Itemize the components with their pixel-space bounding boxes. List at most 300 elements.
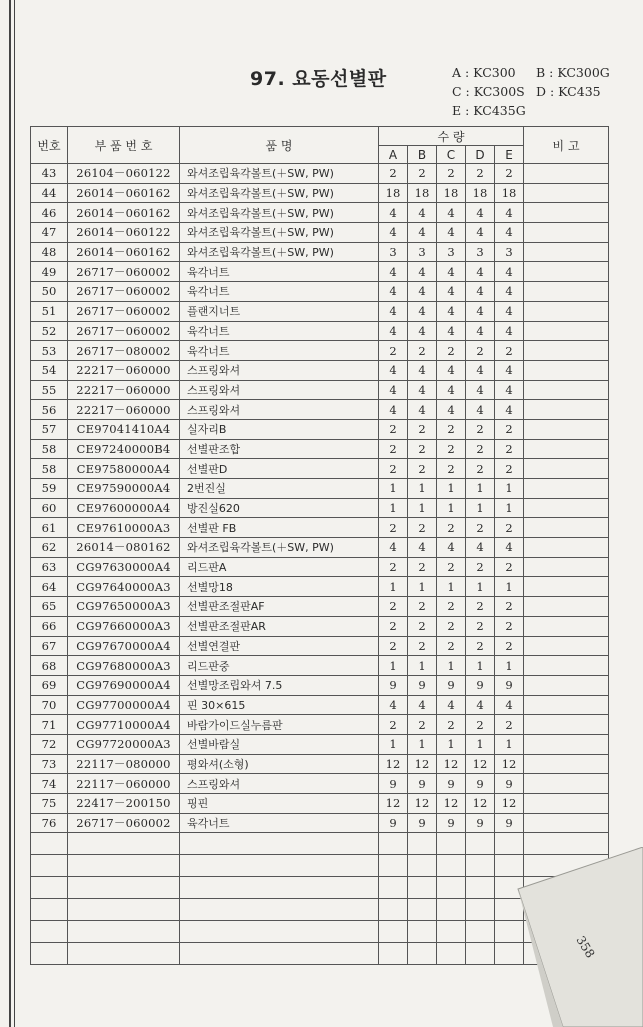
empty-cell [437, 921, 466, 943]
model-c: C : KC300S [452, 84, 525, 99]
table-row [31, 301, 609, 321]
cell-qty: 4 [408, 301, 437, 321]
cell-qty: 2 [408, 518, 437, 538]
parts-table [30, 126, 609, 965]
cell-qty: 4 [437, 262, 466, 282]
table-row [31, 636, 609, 656]
cell-name: 핑핀 [180, 794, 379, 814]
cell-qty: 2 [495, 557, 524, 577]
empty-cell [31, 855, 68, 877]
empty-cell [437, 833, 466, 855]
cell-no: 54 [31, 360, 68, 380]
cell-qty: 4 [466, 400, 495, 420]
empty-cell [31, 833, 68, 855]
cell-name: 와셔조립육각볼트(＋SW, PW) [180, 538, 379, 558]
cell-qty: 2 [466, 597, 495, 617]
cell-qty: 4 [408, 282, 437, 302]
empty-cell [68, 833, 180, 855]
cell-qty: 4 [408, 538, 437, 558]
cell-part-no: CG97670000A4 [68, 636, 180, 656]
cell-qty: 3 [495, 242, 524, 262]
empty-cell [437, 899, 466, 921]
empty-cell [379, 855, 408, 877]
empty-cell [437, 855, 466, 877]
cell-part-no: 26717－080002 [68, 341, 180, 361]
cell-no: 52 [31, 321, 68, 341]
table-row [31, 360, 609, 380]
cell-qty: 2 [466, 419, 495, 439]
table-row [31, 479, 609, 499]
cell-no: 74 [31, 774, 68, 794]
cell-part-no: 26014－060122 [68, 223, 180, 243]
cell-qty: 2 [379, 518, 408, 538]
header-col-e: E [495, 146, 524, 164]
cell-qty: 2 [495, 616, 524, 636]
cell-remark [524, 341, 609, 361]
cell-remark [524, 774, 609, 794]
cell-part-no: CE97041410A4 [68, 419, 180, 439]
cell-qty: 1 [495, 734, 524, 754]
header-no: 번호 [31, 127, 68, 164]
cell-qty: 4 [437, 282, 466, 302]
cell-remark [524, 360, 609, 380]
cell-qty: 4 [408, 380, 437, 400]
cell-name: 와셔조립육각볼트(＋SW, PW) [180, 183, 379, 203]
cell-qty: 2 [408, 419, 437, 439]
header-remark: 비 고 [524, 127, 609, 164]
cell-name: 선별망조립와셔 7.5 [180, 675, 379, 695]
header-name: 품 명 [180, 127, 379, 164]
table-row [31, 597, 609, 617]
cell-qty: 2 [495, 341, 524, 361]
cell-qty: 4 [379, 400, 408, 420]
cell-qty: 4 [379, 301, 408, 321]
cell-no: 61 [31, 518, 68, 538]
cell-qty: 9 [437, 813, 466, 833]
cell-name: 리드판중 [180, 656, 379, 676]
cell-qty: 4 [466, 203, 495, 223]
cell-qty: 9 [379, 774, 408, 794]
cell-part-no: 22117－060000 [68, 774, 180, 794]
cell-name: 선별연결판 [180, 636, 379, 656]
cell-remark [524, 400, 609, 420]
cell-name: 와셔조립육각볼트(＋SW, PW) [180, 164, 379, 184]
cell-qty: 2 [466, 616, 495, 636]
cell-name: 육각너트 [180, 262, 379, 282]
cell-qty: 4 [466, 360, 495, 380]
header-part-no: 부 품 번 호 [68, 127, 180, 164]
cell-part-no: 26014－080162 [68, 538, 180, 558]
cell-qty: 4 [466, 282, 495, 302]
cell-qty: 4 [408, 262, 437, 282]
cell-no: 65 [31, 597, 68, 617]
cell-qty: 2 [379, 439, 408, 459]
empty-cell [408, 877, 437, 899]
table-row [31, 262, 609, 282]
table-row [31, 183, 609, 203]
cell-name: 바람가이드실누름판 [180, 715, 379, 735]
cell-qty: 1 [408, 656, 437, 676]
cell-qty: 1 [379, 577, 408, 597]
cell-no: 44 [31, 183, 68, 203]
cell-qty: 4 [466, 695, 495, 715]
binding-line-left [9, 0, 11, 1027]
empty-cell [379, 833, 408, 855]
cell-qty: 4 [379, 223, 408, 243]
cell-name: 스프링와셔 [180, 400, 379, 420]
cell-qty: 18 [466, 183, 495, 203]
table-row [31, 774, 609, 794]
cell-name: 평와셔(소형) [180, 754, 379, 774]
cell-part-no: CE97610000A3 [68, 518, 180, 538]
cell-qty: 4 [437, 695, 466, 715]
cell-remark [524, 597, 609, 617]
cell-qty: 2 [437, 518, 466, 538]
cell-qty: 3 [379, 242, 408, 262]
cell-qty: 2 [437, 419, 466, 439]
cell-no: 49 [31, 262, 68, 282]
cell-remark [524, 794, 609, 814]
empty-cell [466, 921, 495, 943]
cell-qty: 4 [466, 262, 495, 282]
cell-qty: 1 [408, 479, 437, 499]
cell-part-no: 22217－060000 [68, 360, 180, 380]
cell-name: 선별망18 [180, 577, 379, 597]
table-row [31, 498, 609, 518]
cell-qty: 2 [408, 597, 437, 617]
cell-qty: 9 [437, 774, 466, 794]
cell-name: 육각너트 [180, 321, 379, 341]
cell-qty: 4 [408, 360, 437, 380]
cell-name: 스프링와셔 [180, 380, 379, 400]
cell-qty: 4 [495, 360, 524, 380]
empty-cell [408, 943, 437, 965]
cell-qty: 2 [437, 636, 466, 656]
cell-part-no: 22217－060000 [68, 380, 180, 400]
cell-part-no: CG97640000A3 [68, 577, 180, 597]
cell-qty: 9 [466, 675, 495, 695]
cell-qty: 12 [495, 754, 524, 774]
cell-remark [524, 242, 609, 262]
cell-qty: 2 [437, 715, 466, 735]
cell-part-no: CG97630000A4 [68, 557, 180, 577]
empty-cell [466, 855, 495, 877]
empty-cell [180, 877, 379, 899]
cell-qty: 2 [466, 459, 495, 479]
cell-qty: 4 [437, 321, 466, 341]
cell-no: 72 [31, 734, 68, 754]
cell-part-no: CG97710000A4 [68, 715, 180, 735]
cell-qty: 4 [437, 538, 466, 558]
cell-qty: 1 [466, 479, 495, 499]
header-col-c: C [437, 146, 466, 164]
cell-qty: 9 [379, 813, 408, 833]
cell-part-no: 26717－060002 [68, 813, 180, 833]
cell-part-no: 26014－060162 [68, 183, 180, 203]
cell-part-no: 26717－060002 [68, 301, 180, 321]
cell-qty: 18 [495, 183, 524, 203]
cell-qty: 2 [379, 341, 408, 361]
cell-qty: 2 [437, 557, 466, 577]
cell-qty: 1 [379, 498, 408, 518]
cell-qty: 2 [379, 715, 408, 735]
cell-remark [524, 419, 609, 439]
table-row [31, 164, 609, 184]
cell-qty: 4 [408, 321, 437, 341]
cell-remark [524, 203, 609, 223]
cell-qty: 4 [437, 360, 466, 380]
cell-qty: 1 [408, 734, 437, 754]
table-row [31, 754, 609, 774]
cell-remark [524, 656, 609, 676]
table-row [31, 656, 609, 676]
table-row [31, 380, 609, 400]
cell-qty: 4 [379, 282, 408, 302]
cell-qty: 2 [379, 557, 408, 577]
table-row [31, 282, 609, 302]
cell-qty: 2 [408, 557, 437, 577]
cell-qty: 9 [466, 774, 495, 794]
table-row [31, 813, 609, 833]
cell-remark [524, 538, 609, 558]
cell-remark [524, 439, 609, 459]
empty-cell [466, 899, 495, 921]
cell-no: 76 [31, 813, 68, 833]
cell-qty: 2 [495, 439, 524, 459]
cell-qty: 1 [437, 577, 466, 597]
binding-line-right [14, 0, 15, 1027]
cell-qty: 1 [379, 479, 408, 499]
cell-remark [524, 223, 609, 243]
cell-no: 75 [31, 794, 68, 814]
cell-remark [524, 262, 609, 282]
cell-part-no: 26014－060162 [68, 203, 180, 223]
cell-qty: 1 [379, 734, 408, 754]
cell-name: 와셔조립육각볼트(＋SW, PW) [180, 242, 379, 262]
table-row [31, 341, 609, 361]
table-row [31, 242, 609, 262]
cell-qty: 2 [495, 518, 524, 538]
cell-no: 50 [31, 282, 68, 302]
empty-cell [68, 877, 180, 899]
cell-name: 방진실620 [180, 498, 379, 518]
cell-name: 선별판조합 [180, 439, 379, 459]
table-row [31, 400, 609, 420]
cell-qty: 2 [408, 341, 437, 361]
cell-remark [524, 616, 609, 636]
cell-qty: 18 [437, 183, 466, 203]
cell-qty: 4 [379, 538, 408, 558]
cell-qty: 9 [495, 675, 524, 695]
cell-no: 53 [31, 341, 68, 361]
cell-remark [524, 754, 609, 774]
cell-qty: 4 [466, 538, 495, 558]
cell-qty: 4 [466, 380, 495, 400]
cell-part-no: 26717－060002 [68, 282, 180, 302]
cell-no: 55 [31, 380, 68, 400]
cell-qty: 1 [437, 656, 466, 676]
cell-no: 64 [31, 577, 68, 597]
cell-qty: 4 [495, 538, 524, 558]
empty-cell [379, 943, 408, 965]
cell-qty: 12 [466, 754, 495, 774]
cell-name: 핀 30×615 [180, 695, 379, 715]
cell-no: 43 [31, 164, 68, 184]
cell-remark [524, 282, 609, 302]
cell-qty: 18 [379, 183, 408, 203]
cell-qty: 1 [495, 577, 524, 597]
cell-qty: 1 [466, 656, 495, 676]
cell-no: 59 [31, 479, 68, 499]
cell-name: 선별판D [180, 459, 379, 479]
cell-qty: 4 [437, 223, 466, 243]
empty-cell [466, 943, 495, 965]
empty-cell [68, 921, 180, 943]
empty-cell [180, 899, 379, 921]
cell-no: 56 [31, 400, 68, 420]
table-row [31, 715, 609, 735]
cell-qty: 1 [437, 498, 466, 518]
cell-qty: 9 [408, 813, 437, 833]
cell-remark [524, 459, 609, 479]
cell-qty: 1 [466, 734, 495, 754]
empty-cell [379, 899, 408, 921]
cell-part-no: 22417－200150 [68, 794, 180, 814]
cell-qty: 2 [379, 459, 408, 479]
cell-qty: 2 [495, 597, 524, 617]
cell-qty: 9 [495, 774, 524, 794]
cell-qty: 2 [379, 597, 408, 617]
empty-cell [68, 855, 180, 877]
cell-part-no: CE97590000A4 [68, 479, 180, 499]
model-e: E : KC435G [452, 103, 526, 118]
empty-cell [408, 899, 437, 921]
cell-qty: 4 [379, 380, 408, 400]
empty-cell [31, 943, 68, 965]
cell-name: 육각너트 [180, 282, 379, 302]
model-a: A : KC300 [452, 65, 516, 80]
empty-cell [180, 855, 379, 877]
cell-qty: 2 [379, 616, 408, 636]
cell-qty: 1 [379, 656, 408, 676]
header-qty: 수 량 [379, 127, 524, 146]
empty-cell [408, 855, 437, 877]
cell-qty: 4 [495, 301, 524, 321]
table-row [31, 538, 609, 558]
cell-qty: 2 [495, 419, 524, 439]
cell-part-no: CG97690000A4 [68, 675, 180, 695]
cell-qty: 12 [495, 794, 524, 814]
cell-no: 58 [31, 459, 68, 479]
cell-no: 46 [31, 203, 68, 223]
cell-qty: 4 [379, 321, 408, 341]
cell-qty: 12 [408, 794, 437, 814]
cell-qty: 1 [408, 498, 437, 518]
cell-qty: 2 [466, 636, 495, 656]
cell-no: 66 [31, 616, 68, 636]
cell-part-no: CE97240000B4 [68, 439, 180, 459]
empty-cell [180, 921, 379, 943]
cell-qty: 2 [437, 459, 466, 479]
cell-qty: 4 [495, 262, 524, 282]
cell-qty: 2 [408, 164, 437, 184]
cell-qty: 2 [437, 341, 466, 361]
cell-part-no: 22117－080000 [68, 754, 180, 774]
cell-qty: 2 [466, 715, 495, 735]
table-row [31, 321, 609, 341]
cell-qty: 2 [495, 459, 524, 479]
model-d: D : KC435 [536, 84, 601, 99]
cell-qty: 1 [495, 498, 524, 518]
cell-no: 68 [31, 656, 68, 676]
cell-qty: 1 [437, 479, 466, 499]
table-row [31, 419, 609, 439]
cell-qty: 4 [408, 223, 437, 243]
cell-remark [524, 715, 609, 735]
empty-cell [408, 833, 437, 855]
cell-qty: 2 [379, 419, 408, 439]
cell-name: 선별판조절판AF [180, 597, 379, 617]
empty-cell [437, 877, 466, 899]
cell-qty: 4 [495, 282, 524, 302]
cell-qty: 1 [437, 734, 466, 754]
cell-qty: 4 [495, 380, 524, 400]
cell-qty: 4 [437, 301, 466, 321]
cell-remark [524, 164, 609, 184]
cell-qty: 3 [408, 242, 437, 262]
empty-cell [68, 899, 180, 921]
cell-remark [524, 734, 609, 754]
cell-part-no: CE97600000A4 [68, 498, 180, 518]
cell-no: 51 [31, 301, 68, 321]
cell-name: 육각너트 [180, 813, 379, 833]
cell-remark [524, 498, 609, 518]
cell-remark [524, 577, 609, 597]
cell-qty: 2 [466, 164, 495, 184]
table-row [31, 734, 609, 754]
cell-remark [524, 321, 609, 341]
cell-no: 69 [31, 675, 68, 695]
cell-name: 플랜지너트 [180, 301, 379, 321]
cell-name: 선별바람실 [180, 734, 379, 754]
cell-remark [524, 695, 609, 715]
cell-qty: 2 [466, 439, 495, 459]
cell-qty: 2 [408, 439, 437, 459]
cell-no: 48 [31, 242, 68, 262]
cell-name: 와셔조립육각볼트(＋SW, PW) [180, 203, 379, 223]
cell-qty: 2 [408, 715, 437, 735]
cell-qty: 9 [379, 675, 408, 695]
cell-qty: 4 [408, 695, 437, 715]
cell-qty: 4 [408, 203, 437, 223]
cell-qty: 9 [408, 675, 437, 695]
table-row [31, 518, 609, 538]
cell-no: 63 [31, 557, 68, 577]
cell-qty: 4 [379, 262, 408, 282]
empty-cell [379, 921, 408, 943]
cell-part-no: CG97660000A3 [68, 616, 180, 636]
header-col-b: B [408, 146, 437, 164]
empty-cell [466, 877, 495, 899]
cell-qty: 2 [437, 616, 466, 636]
cell-qty: 4 [408, 400, 437, 420]
empty-cell [379, 877, 408, 899]
cell-name: 실자리B [180, 419, 379, 439]
cell-qty: 1 [408, 577, 437, 597]
cell-no: 58 [31, 439, 68, 459]
cell-qty: 9 [495, 813, 524, 833]
cell-qty: 12 [466, 794, 495, 814]
